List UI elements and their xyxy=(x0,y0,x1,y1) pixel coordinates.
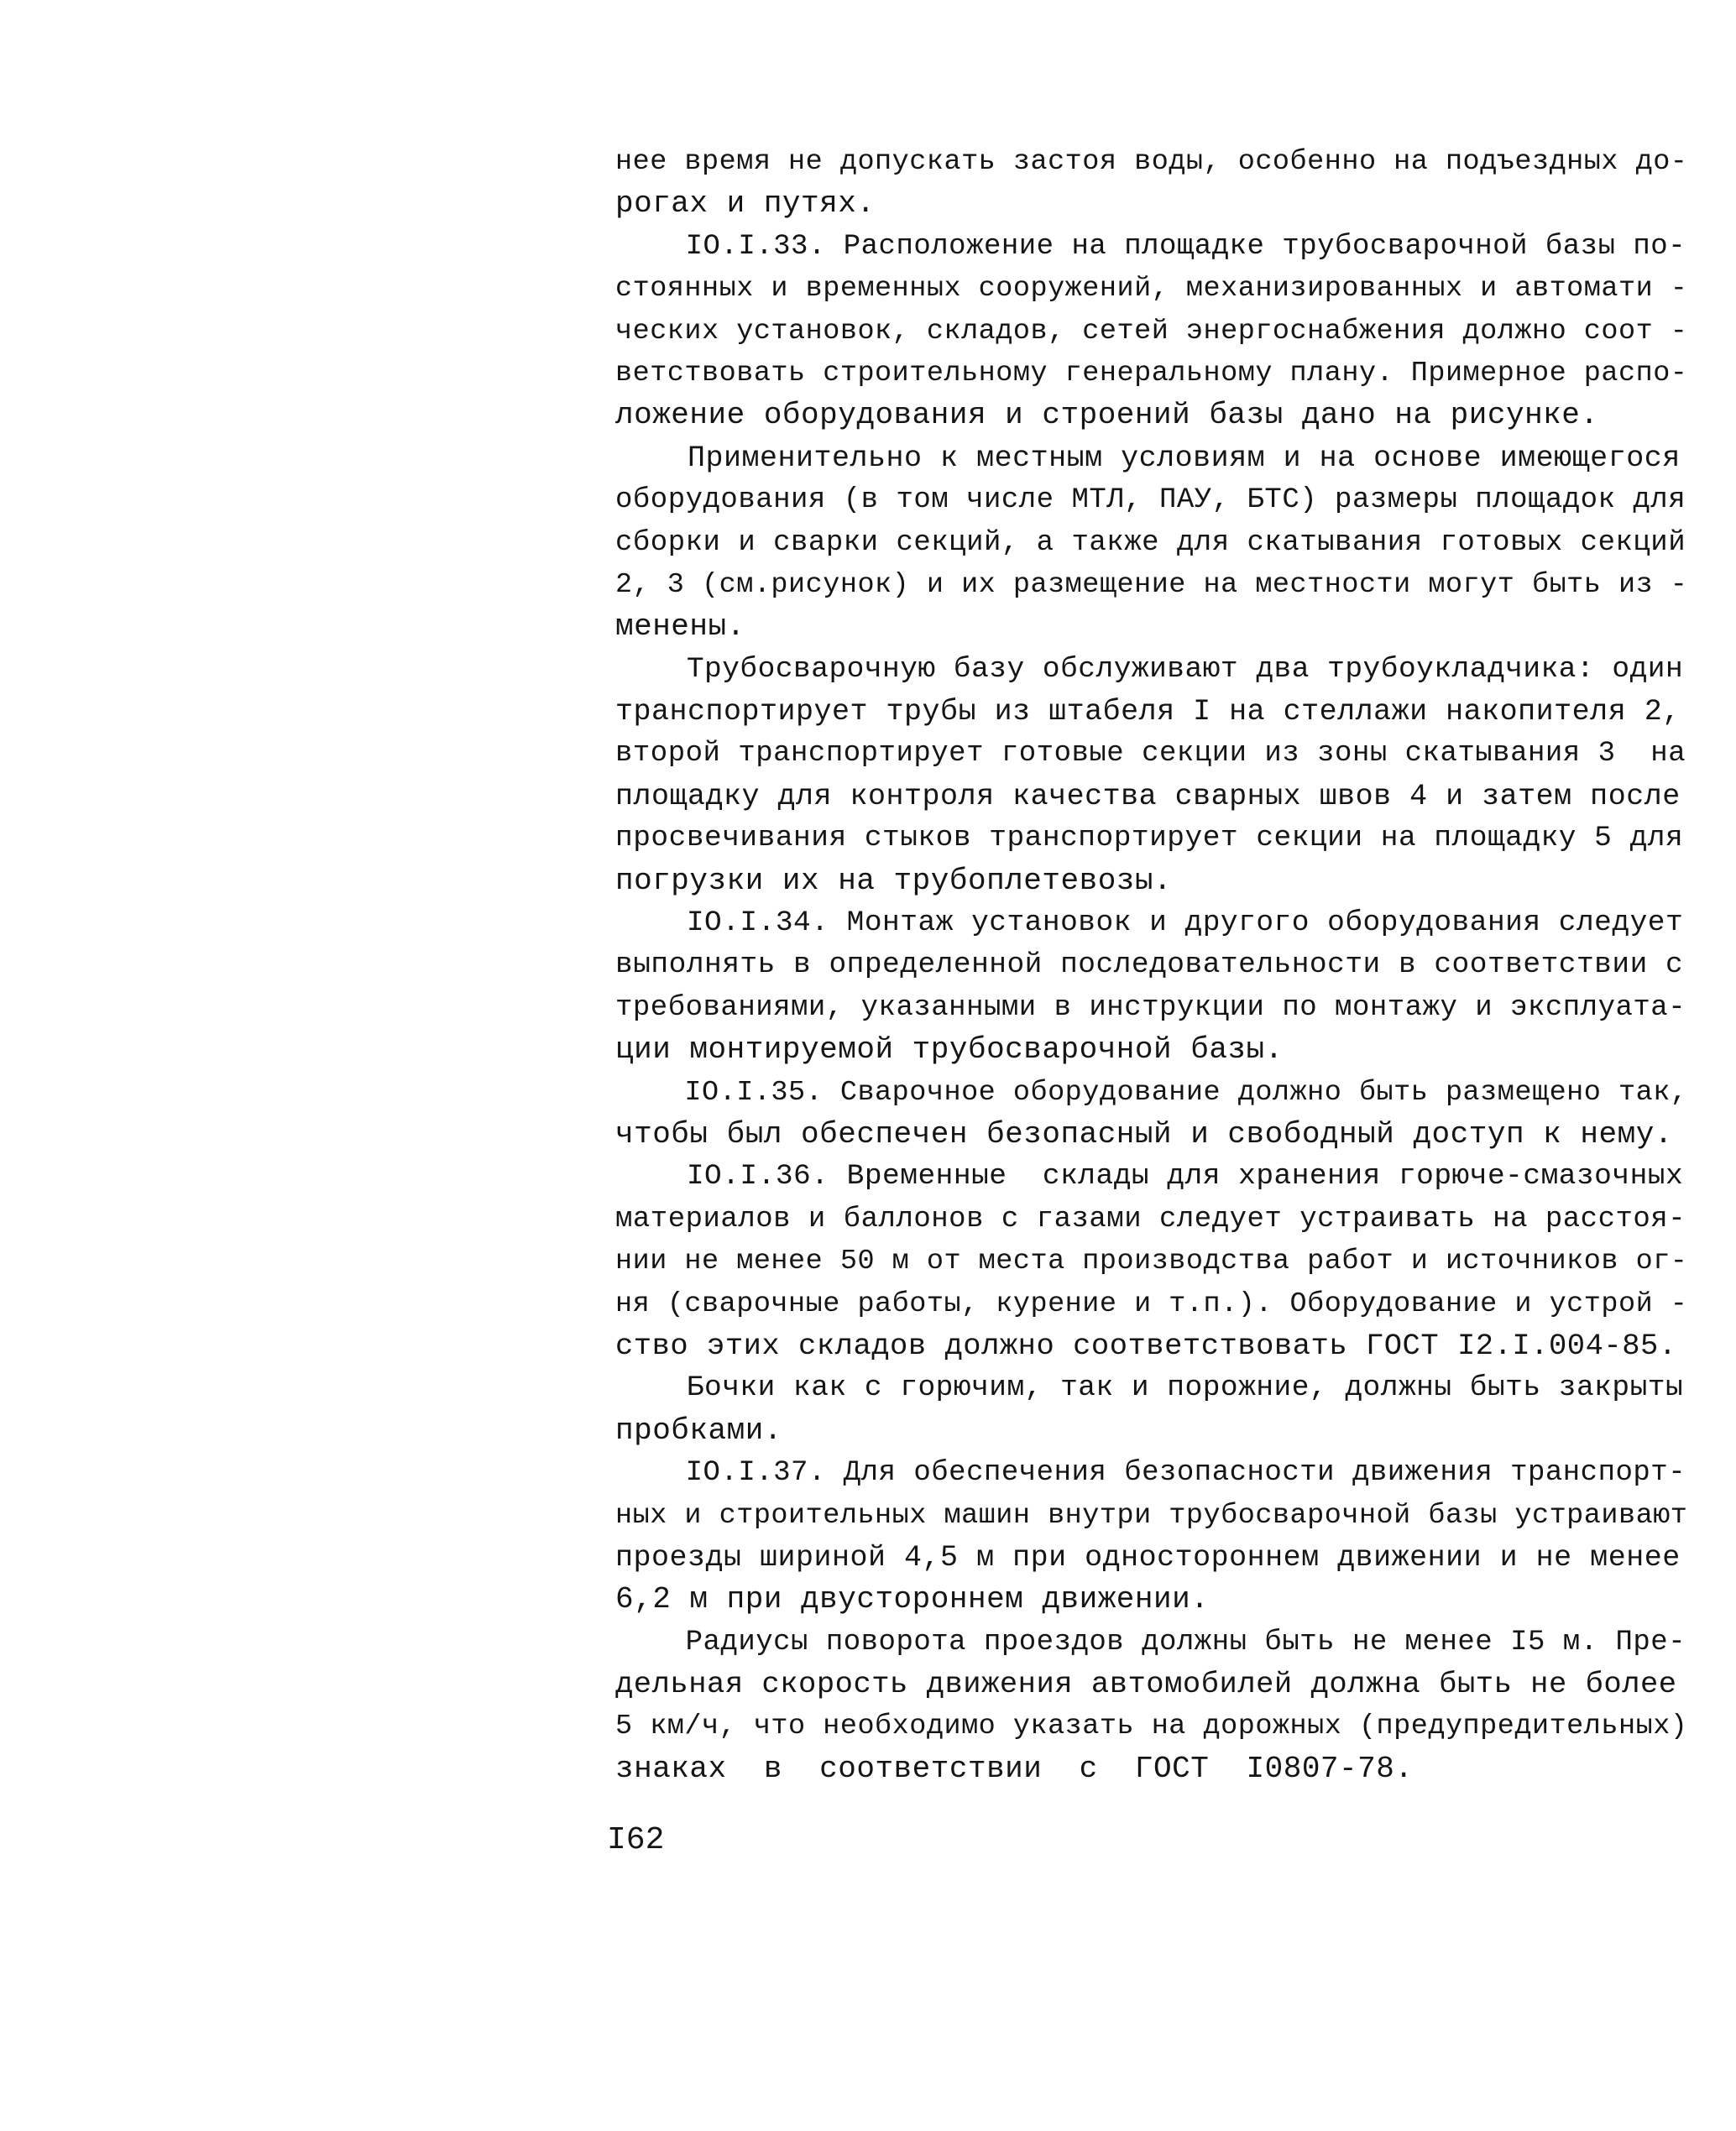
text-line: материалов и баллонов с газами следует устраивать на расстоя- xyxy=(615,1203,1686,1235)
text-line: второй транспортирует готовые секции из зоны скатывания 3 на xyxy=(615,738,1686,770)
text-line: выполнять в определенной последовательности в соответствии с xyxy=(615,948,1684,982)
text-line: рогах и путях. xyxy=(615,186,876,222)
text-line: Трубосварочную базу обслуживают два трубоукладчика: один xyxy=(615,652,1684,686)
text-line: нее время не допускать застоя воды, особенно на подъездных до- xyxy=(615,146,1688,178)
text-line: ство этих складов должно соответствовать ГОСТ I2.I.004-85. xyxy=(615,1328,1677,1363)
text-line: нии не менее 50 м от места производства работ и источников ог- xyxy=(615,1246,1688,1278)
text-line: знаках в соответствии с ГОСТ I0807-78. xyxy=(615,1751,1414,1786)
text-line: пробками. xyxy=(615,1413,782,1448)
page-number: I62 xyxy=(607,1822,665,1858)
text-line: IO.I.33. Расположение на площадке трубосварочной базы по- xyxy=(615,230,1686,263)
text-line: требованиями, указанными в инструкции по монтажу и эксплуата- xyxy=(615,991,1686,1024)
text-line: сборки и сварки секций, а также для скатывания готовых секций xyxy=(615,526,1686,559)
text-line: площадку для контроля качества сварных швов 4 и затем после xyxy=(615,779,1681,813)
text-line: менены. xyxy=(615,609,745,645)
text-line: просвечивания стыков транспортирует секции на площадку 5 для xyxy=(615,822,1684,855)
text-line: IO.I.37. Для обеспечения безопасности движения транспорт- xyxy=(615,1457,1686,1490)
body-text xyxy=(615,141,1690,1790)
text-line: ветствовать строительному генеральному плану. Примерное распо- xyxy=(615,357,1688,389)
text-line: ции монтируемой трубосварочной базы. xyxy=(615,1032,1284,1068)
text-line: стоянных и временных сооружений, механизированных и автомати - xyxy=(615,273,1688,306)
text-line: ческих установок, складов, сетей энергоснабжения должно соот - xyxy=(615,315,1688,347)
text-line: Радиусы поворота проездов должны быть не менее I5 м. Пре- xyxy=(615,1626,1686,1658)
text-line: IO.I.36. Временные склады для хранения горюче-смазочных xyxy=(615,1160,1684,1193)
text-line: IO.I.34. Монтаж установок и другого оборудования следует xyxy=(615,906,1684,940)
text-line: 5 км/ч, что необходимо указать на дорожных (предупредительных) xyxy=(615,1711,1688,1743)
text-line: ных и строительных машин внутри трубосварочной базы устраивают xyxy=(615,1499,1688,1532)
text-line: транспортирует трубы из штабеля I на стеллажи накопителя 2, xyxy=(615,695,1681,729)
text-line: IO.I.35. Сварочное оборудование должно быть размещено так, xyxy=(615,1076,1688,1109)
text-line: проезды шириной 4,5 м при одностороннем движении и не менее xyxy=(615,1540,1681,1575)
text-line: оборудования (в том числе МТЛ, ПАУ, БТС) размеры площадок для xyxy=(615,484,1686,517)
text-line: чтобы был обеспечен безопасный и свободный доступ к нему. xyxy=(615,1116,1673,1152)
text-line: 6,2 м при двустороннем движении. xyxy=(615,1582,1210,1617)
text-line: ня (сварочные работы, курение и т.п.). Оборудование и устрой - xyxy=(615,1287,1688,1320)
text-line: ложение оборудования и строений базы дано на рисунке. xyxy=(615,398,1599,433)
text-line: погрузки их на трубоплетевозы. xyxy=(615,863,1173,898)
text-line: Бочки как с горючим, так и порожние, должны быть закрыты xyxy=(615,1371,1684,1405)
text-line: 2, 3 (см.рисунок) и их размещение на местности могут быть из - xyxy=(615,568,1688,601)
text-line: Применительно к местным условиям и на основе имеющегося xyxy=(615,441,1681,475)
text-line: дельная скорость движения автомобилей должна быть не более xyxy=(615,1667,1677,1702)
